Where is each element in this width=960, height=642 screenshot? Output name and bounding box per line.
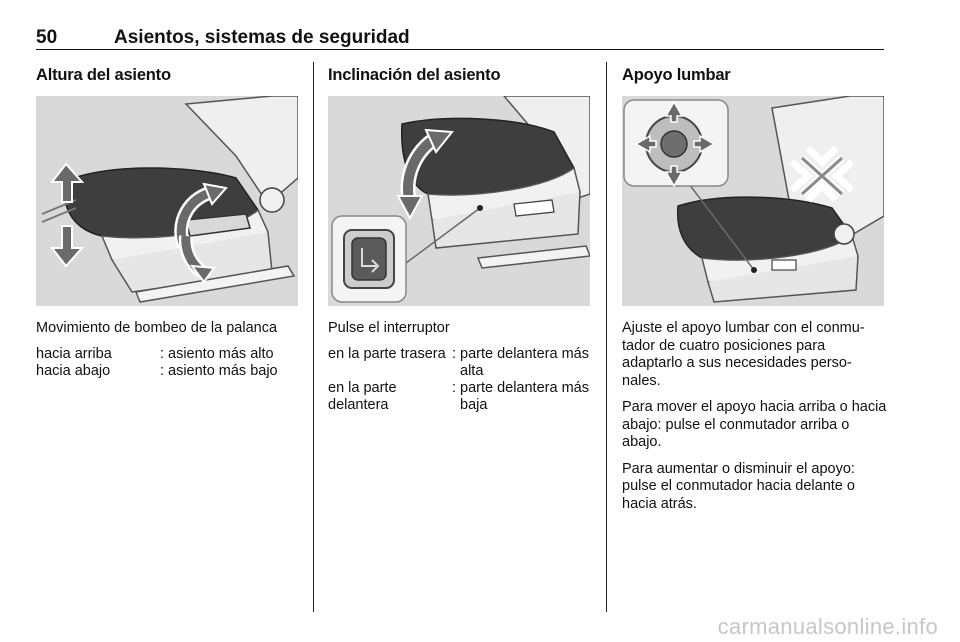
seat-tilt-section	[328, 66, 594, 414]
figure-caption: Movimiento de bombeo de la palanca	[36, 320, 278, 336]
lumbar-section	[622, 66, 888, 522]
seat-icon	[42, 96, 298, 302]
section-heading: Inclinación del asiento	[328, 66, 501, 84]
down-arrow-icon	[52, 226, 82, 266]
definition-term: hacia abajo	[36, 363, 111, 379]
seat-height-figure	[36, 96, 298, 306]
page-header	[36, 27, 884, 50]
definition-term: en la parte delantera	[328, 380, 397, 413]
definition-term: en la parte trasera	[328, 346, 446, 362]
lumbar-figure	[622, 96, 884, 306]
definition-row	[36, 346, 302, 363]
lumbar-body	[622, 320, 888, 513]
definition-description: asiento más alto	[168, 346, 274, 362]
body-paragraph: Para aumentar o disminuir el apoyo: pulse el conmutador hacia delante o hacia atrás.	[622, 460, 855, 512]
seat-height-section	[36, 66, 302, 380]
tilt-switch-icon	[332, 216, 406, 302]
definition-list	[328, 346, 594, 414]
column-divider	[313, 62, 314, 612]
definition-description: parte delantera más baja	[460, 380, 589, 413]
definition-row	[36, 363, 302, 380]
watermark: carmanualsonline.info	[717, 614, 938, 639]
definition-row	[328, 380, 594, 414]
four-way-switch-icon	[624, 100, 728, 186]
column-divider	[606, 62, 607, 612]
figure-caption: Pulse el interruptor	[328, 320, 450, 336]
body-paragraph: Ajuste el apoyo lumbar con el conmu‐ tador de cuatro posiciones para adaptarlo a sus necesidades perso‐ nales.	[622, 320, 865, 389]
chapter-title: Asientos, sistemas de seguridad	[114, 27, 410, 48]
definition-description: asiento más bajo	[168, 363, 278, 379]
definition-term: hacia arriba	[36, 346, 112, 362]
definition-separator: :	[159, 363, 165, 379]
seat-tilt-figure	[328, 96, 590, 306]
section-heading: Apoyo lumbar	[622, 66, 731, 84]
body-paragraph: Para mover el apoyo hacia arriba o hacia abajo: pulse el conmutador arriba o abajo.	[622, 399, 887, 450]
page-number: 50	[36, 27, 58, 48]
seat-icon	[402, 96, 590, 268]
section-heading: Altura del asiento	[36, 66, 171, 84]
definition-separator: :	[451, 380, 457, 396]
definition-separator: :	[451, 346, 457, 362]
definition-row	[328, 346, 594, 380]
definition-description: parte delantera más alta	[460, 346, 589, 379]
definition-separator: :	[159, 346, 165, 362]
definition-list	[36, 346, 302, 380]
